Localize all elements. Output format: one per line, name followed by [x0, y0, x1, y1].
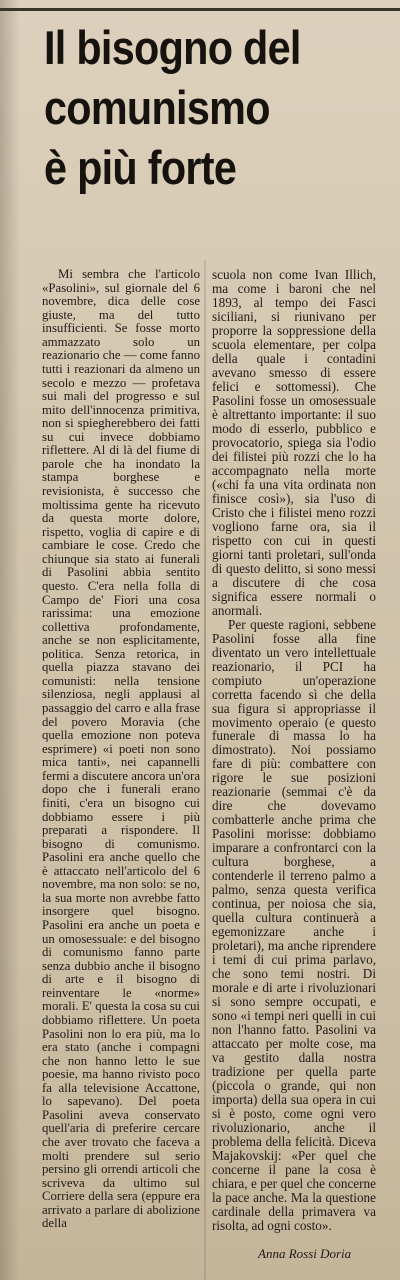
article-column-right — [212, 268, 376, 1233]
headline-line-3: è più forte — [44, 141, 237, 194]
article-column-left — [42, 268, 200, 1231]
headline — [44, 18, 354, 198]
headline-line-2: comunismo — [44, 81, 270, 134]
paragraph-left-1: Mi sembra che l'articolo «Pasolini», sul giornale del 6 novembre, dica delle cose giuste, ma del tutto insufficienti. Se fosse morto ammazzato solo un reazionario che — come fanno tutti i reazionari da almeno un secolo e mezzo — profetava sui mali del progresso e sul mito dell'innocenza primitiva, non si spiegherebbero dei fatti su cui invece dobbiamo riflettere. Al di là del fiume di parole che ha inondato la stampa borghese e revisionista, è successo che moltissima gente ha ricevuto da questa morte dolore, rispetto, voglia di capire e di cambiare le cose. Credo che chiunque sia stato ai funerali di Pasolini abbia sentito questo. C'era nella folla di Campo de' Fiori una cosa rarissima: una emozione collettiva profondamente, anche se non esplicitamente, politica. Senza retorica, in quella piazza stavano dei comunisti: nella tensione silenziosa, negli applausi al passaggio del carro e alla frase del povero Moravia (che quella emozione non poteva esprimere) «i poeti non sono mica tanti», nei capannelli fermi a discutere ancora un'ora dopo che i funerali erano finiti, c'era un bisogno cui dobbiamo essere i più preparati a rispondere. Il bisogno di comunismo. Pasolini era anche quello che è attaccato nell'articolo del 6 novembre, ma non solo: se no, la sua morte non avrebbe fatto insorgere quel bisogno. Pasolini era anche un poeta e un omosessuale: e del bisogno di comunismo fanno parte senza dubbio anche il bisogno di arte e il bisogno di reinventare le «norme» morali. E' questa la cosa su cui dobbiamo riflettere. Un poeta Pasolini non lo era più, ma lo era stato (anche i compagni che non hanno letto le sue poesie, ma hanno rivisto poco fa alla televisione Accattone, lo sapevano). Del poeta Pasolini aveva conservato quell'aria di preferire cercare che aver trovato che faceva a molti prendere sul serio persino gli orrendi articoli che scriveva da ultimo sul Corriere della sera (eppure era arrivato a parlare di abolizione della — [42, 267, 200, 1231]
column-fold — [204, 260, 206, 1280]
paragraph-right-1: scuola non come Ivan Illich, ma come i baroni che nel 1893, al tempo dei Fasci siciliani, si riunivano per proporre la soppressione della scuola elementare, per colpa della quale i contadini avevano smesso di essere felici e sottomessi). Che Pasolini fosse un omosessuale è altrettanto importante: il suo modo di esserlo, pubblico e provocatorio, spiega sia l'odio dei filistei più rozzi che lo ha accompagnato nella morte («chi fa una vita ordinata non finisce così»), sia l'uso di Cristo che i filistei meno rozzi vogliono farne ora, sia il rispetto con cui in questi giorni tanti proletari, sull'onda di questo delitto, si sono messi a discutere di che cosa significa essere normali o anormali. — [212, 267, 376, 618]
paragraph-right-2: Per queste ragioni, sebbene Pasolini fosse alla fine diventato un vero intellettuale reazionario, il PCI ha compiuto un'operazione corretta facendo sì che della sua figura si appropriasse il movimento operaio (e questo funerale di massa lo ha dimostrato). Noi possiamo fare di più: combattere con rigore le sue posizioni reazionarie (semmai c'è da dire che dovevamo combatterle anche prima che Pasolini morisse: dobbiamo imparare a confrontarci con la cultura borghese, a contenderle il terreno palmo a palmo, senza questa verifica continua, per noiosa che sia, quella cultura continuerà a egemonizzare anche i proletari), ma anche riprendere i temi di cui prima parlavo, che sono temi nostri. Di morale e di arte i rivoluzionari si sono sempre occupati, e sono «i tempi neri quelli in cui non l'hanno fatto. Pasolini va attaccato per molte cose, ma va gestito dalla nostra tradizione per quella parte (piccola o grande, qui non importa) della sua opera in cui si è posto, come ogni vero rivoluzionario, anche il problema della felicità. Diceva Majakovskij: «Per quel che concerne il pane la cosa è chiara, e per quel che concerne la pace anche. Ma la questione cardinale della primavera va risolta, ad ogni costo». — [212, 616, 376, 1233]
headline-line-1: Il bisogno del — [44, 21, 301, 74]
paper-shadow-edge — [0, 0, 20, 1280]
top-rule — [0, 8, 400, 11]
author-signature: Anna Rossi Doria — [258, 1246, 352, 1261]
